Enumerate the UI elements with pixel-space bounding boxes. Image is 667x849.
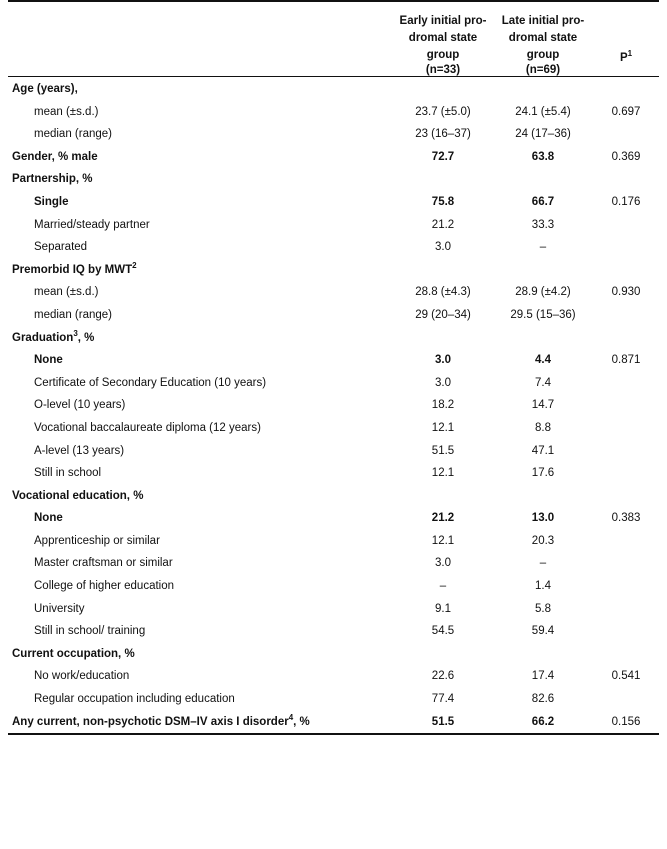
row-label-text: O-level (10 years) [34,399,126,412]
row-label-text: Partnership, % [12,173,93,186]
row-value-late: 7.4 [535,376,551,389]
row-label-text: Vocational baccalaureate diploma (12 years) [34,421,261,434]
row-value-p [593,327,659,350]
row-value-early: 12.1 [431,421,455,434]
row-value-p [593,304,659,327]
row-value-late: 33.3 [531,218,555,231]
row-value-p [593,394,659,417]
table-row [8,575,659,598]
header-early-line1: Early initial pro- [399,15,487,27]
table-row [8,168,659,191]
row-label-footnote-marker: 4 [288,712,294,722]
row-value-early: 29 (20–34) [415,308,471,321]
table-row [8,146,659,169]
table-row [8,349,659,372]
table-row [8,598,659,621]
row-value-p: 0.697 [611,105,641,118]
row-value-late: 63.8 [531,150,555,163]
row-label-text: College of higher education [34,580,175,593]
row-value-early: 77.4 [431,693,455,706]
row-value-late: 8.8 [535,421,551,434]
row-value-early: 3.0 [435,557,451,570]
row-label [8,259,393,282]
row-label-text: Separated [34,241,88,254]
subheader-cell-p [593,64,659,77]
row-label-text: Single [34,195,69,208]
row-value-early: 3.0 [435,354,451,367]
row-value-late: 47.1 [531,444,555,457]
row-value-late: – [539,241,547,254]
table-row [8,417,659,440]
row-value-p [593,598,659,621]
row-value-late [493,643,593,666]
row-value-p [593,78,659,101]
row-value-p [593,530,659,553]
row-label [8,146,393,169]
row-label [8,349,393,372]
row-value-late: 29.5 (15–36) [510,308,576,321]
row-value-p [593,259,659,282]
row-value-late: 14.7 [531,399,555,412]
row-label-text: University [34,602,85,615]
row-value-late [493,168,593,191]
table-header-row [8,4,659,64]
row-value-p: 0.369 [611,150,641,163]
row-label-text: mean (±s.d.) [34,286,99,299]
row-value-p [593,440,659,463]
row-label-text: No work/education [34,670,130,683]
row-label-text: Graduation [12,331,74,344]
row-label-footnote-marker: 3 [73,328,78,338]
row-label [8,168,393,191]
row-value-p [593,236,659,259]
table-row [8,440,659,463]
row-value-late [493,259,593,282]
table-row [8,236,659,259]
row-label-text: Current occupation, % [12,647,135,660]
row-value-early: 12.1 [431,467,455,480]
table-subheader-row [8,64,659,77]
subheader-cell-late: (n=69) [525,64,561,76]
row-label-text: Still in school [34,467,102,480]
row-label-text: Premorbid IQ by MWT [12,263,133,276]
table-row [8,101,659,124]
row-value-early: 22.6 [431,670,455,683]
row-label [8,123,393,146]
row-value-p [593,372,659,395]
row-label-text: Any current, non-psychotic DSM–IV axis I disorder [12,715,289,728]
row-label [8,552,393,575]
subheader-cell-label [8,64,393,77]
table-row [8,394,659,417]
row-value-late: 66.7 [531,195,555,208]
row-value-late: 13.0 [531,512,555,525]
row-label-text: Regular occupation including education [34,693,235,706]
row-label-text: Still in school/ training [34,625,146,638]
row-label-text: median (range) [34,128,112,141]
row-label [8,643,393,666]
table-row [8,530,659,553]
row-label-text: mean (±s.d.) [34,105,99,118]
row-label [8,575,393,598]
row-value-early: 51.5 [431,444,455,457]
row-value-p [593,168,659,191]
row-value-early: 12.1 [431,534,455,547]
row-label [8,78,393,101]
demographics-table [8,0,659,737]
table-row [8,123,659,146]
header-cell-label [8,4,393,64]
header-early-line2: dromal state [408,32,478,44]
row-label [8,688,393,711]
row-value-p: 0.871 [611,354,641,367]
row-label [8,711,393,735]
row-label-text: Married/steady partner [34,218,150,231]
table-row [8,78,659,101]
row-value-p: 0.176 [611,195,641,208]
row-label [8,440,393,463]
row-value-late: 59.4 [531,625,555,638]
header-late-line2: dromal state [508,32,578,44]
row-value-late: 5.8 [535,602,551,615]
table-row [8,327,659,350]
row-label-text: Gender, % male [12,150,98,163]
row-value-late: 28.9 (±4.2) [515,286,571,299]
table-row [8,214,659,237]
table-row [8,304,659,327]
row-value-p [593,417,659,440]
row-label [8,327,393,350]
row-value-p [593,214,659,237]
row-value-late: 66.2 [531,715,555,728]
table-row [8,507,659,530]
row-value-p [593,688,659,711]
row-label [8,372,393,395]
row-value-early: 3.0 [435,241,451,254]
row-label [8,620,393,643]
row-label [8,417,393,440]
subheader-cell-early: (n=33) [425,64,461,76]
table-row [8,688,659,711]
row-value-early [393,168,493,191]
row-value-early: 23 (16–37) [415,128,471,141]
row-label-suffix: , % [77,331,95,344]
row-label [8,462,393,485]
row-value-late: – [539,557,547,570]
table-row [8,620,659,643]
row-value-p [593,620,659,643]
table-row [8,485,659,508]
row-value-early: 18.2 [431,399,455,412]
row-label [8,101,393,124]
row-value-p [593,462,659,485]
row-label [8,191,393,214]
row-value-late: 24.1 (±5.4) [515,105,571,118]
row-label-text: Age (years), [12,83,78,95]
row-label [8,507,393,530]
row-label [8,214,393,237]
header-cell-early [393,4,493,64]
row-value-early: 72.7 [431,150,455,163]
table-row [8,259,659,282]
row-value-p: 0.156 [611,715,641,728]
row-value-early: 54.5 [431,625,455,638]
row-label-text: None [34,354,63,367]
table-row [8,281,659,304]
header-early-line3: group [426,49,460,61]
row-value-late: 20.3 [531,534,555,547]
row-label [8,665,393,688]
row-label [8,530,393,553]
header-p-label: P [619,52,628,64]
row-value-p [593,123,659,146]
row-value-early [393,259,493,282]
row-value-early: 9.1 [435,602,451,615]
row-label [8,394,393,417]
row-label-text: Vocational education, % [12,489,144,502]
row-label [8,485,393,508]
row-value-late: 17.6 [531,467,555,480]
row-value-early [393,485,493,508]
table-row [8,372,659,395]
row-label [8,598,393,621]
row-value-early: 21.2 [431,218,455,231]
row-value-late [493,485,593,508]
row-value-p [593,485,659,508]
row-value-late: 17.4 [531,670,555,683]
table-row [8,552,659,575]
row-value-early: 3.0 [435,376,451,389]
row-label-text: None [34,512,63,525]
row-label [8,281,393,304]
row-label-text: median (range) [34,308,112,321]
row-value-early: 51.5 [431,715,455,728]
row-label-footnote-marker: 2 [132,260,137,270]
row-label [8,236,393,259]
row-value-p: 0.383 [611,512,641,525]
row-value-early [393,78,493,101]
table-row [8,643,659,666]
row-value-late: 4.4 [535,354,551,367]
table-row [8,711,659,735]
row-label-text: Master craftsman or similar [34,557,173,570]
table-row [8,462,659,485]
row-value-late [493,78,593,101]
table-row [8,191,659,214]
row-value-early: – [439,580,447,593]
row-value-early [393,643,493,666]
header-cell-p [593,4,659,64]
row-label-text: A-level (13 years) [34,444,125,457]
header-late-line1: Late initial pro- [501,15,585,27]
header-cell-late [493,4,593,64]
row-value-late: 82.6 [531,693,555,706]
row-label-text: Apprenticeship or similar [34,534,160,547]
row-value-p: 0.541 [611,670,641,683]
row-value-early: 23.7 (±5.0) [415,105,471,118]
row-value-early [393,327,493,350]
table-rule-bottom [8,734,659,737]
row-value-p: 0.930 [611,286,641,299]
row-value-p [593,643,659,666]
row-value-p [593,575,659,598]
row-label [8,304,393,327]
header-late-line3: group [526,49,560,61]
table-row [8,665,659,688]
row-label-text: Certificate of Secondary Education (10 years) [34,376,267,389]
row-value-early: 21.2 [431,512,455,525]
row-value-early: 75.8 [431,195,455,208]
row-label-suffix: , % [293,715,310,728]
row-value-p [593,552,659,575]
row-value-late: 1.4 [535,580,551,593]
row-value-early: 28.8 (±4.3) [415,286,471,299]
header-p-footnote-marker: 1 [627,49,633,59]
row-value-late [493,327,593,350]
row-value-late: 24 (17–36) [515,128,571,141]
